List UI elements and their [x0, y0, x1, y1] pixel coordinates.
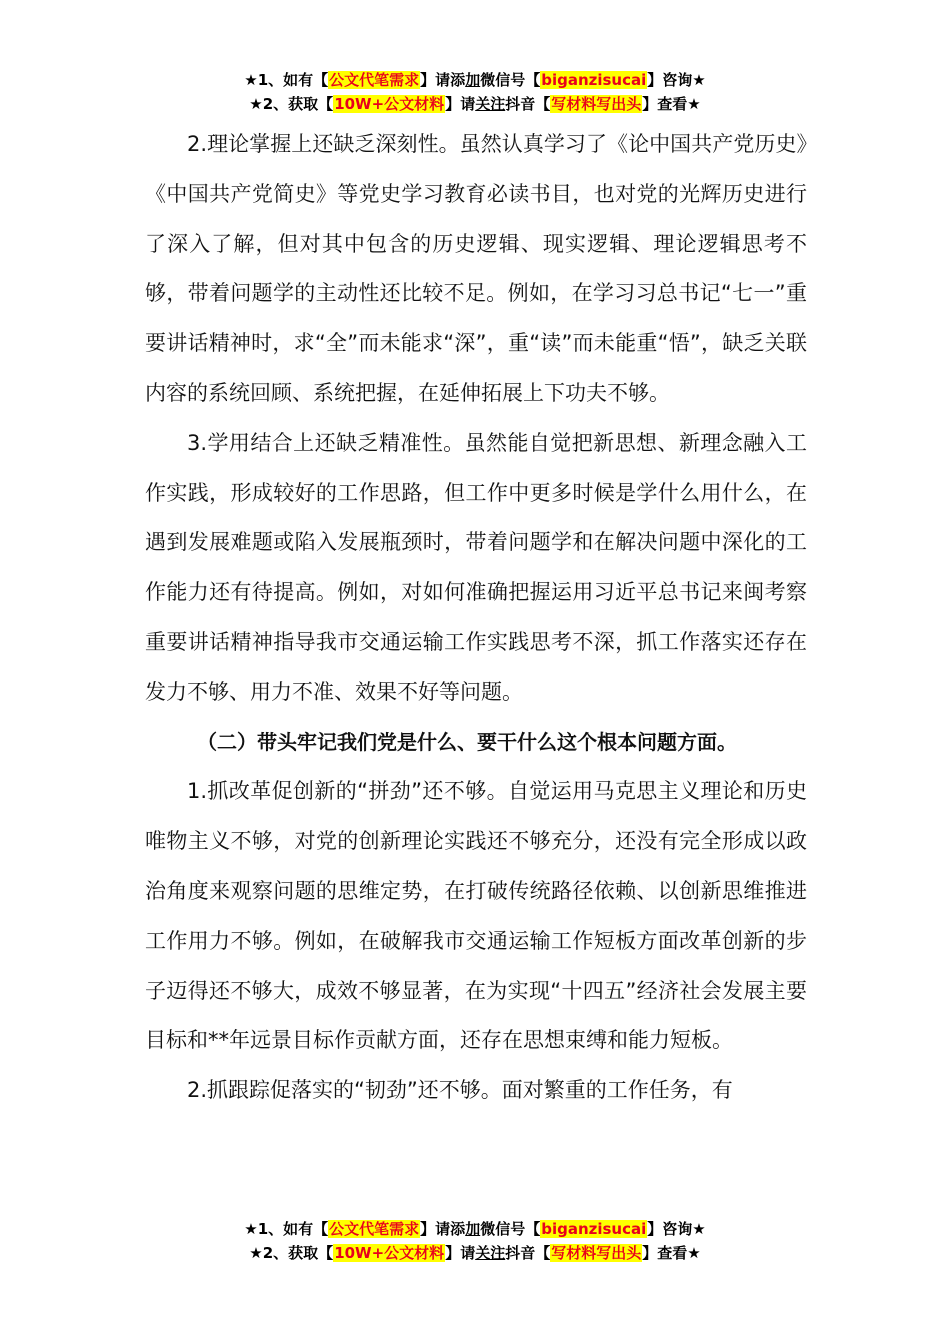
promo-highlight: 10W+公文材料: [334, 1244, 445, 1262]
promo-text: ★2、获取【: [249, 95, 334, 113]
promo-line-1: [0, 1217, 950, 1241]
promo-text: ★1、如有【: [244, 71, 329, 89]
footer-promo-banner: [0, 1217, 950, 1265]
promo-text: 】请: [445, 95, 476, 113]
promo-underline: 加: [465, 1220, 481, 1238]
promo-text: 】请添: [420, 1220, 466, 1238]
section-heading: （二）带头牢记我们党是什么、要干什么这个根本问题方面。: [197, 729, 737, 754]
promo-highlight: 10W+公文材料: [334, 95, 445, 113]
promo-text: 】查看★: [642, 1244, 701, 1262]
promo-text: 微信号【: [480, 71, 541, 89]
promo-text: 】请: [445, 1244, 476, 1262]
promo-highlight: 写材料写出头: [551, 1244, 642, 1262]
promo-underline: 关注: [475, 95, 506, 113]
promo-text: 】查看★: [642, 95, 701, 113]
paragraph: 2.理论掌握上还缺乏深刻性。虽然认真学习了《论中国共产党历史》《中国共产党简史》等党史学习教育必读书目，也对党的光辉历史进行了深入了解，但对其中包含的历史逻辑、现实逻辑、理论逻辑思考不够，带着问题学的主动性还比较不足。例如，在学习习总书记“七一”重要讲话精神时，求“全”而未能求“深”，重“读”而未能重“悟”，缺乏关联内容的系统回顾、系统把握，在延伸拓展上下功夫不够。: [145, 132, 807, 405]
paragraph: 3.学用结合上还缺乏精准性。虽然能自觉把新思想、新理念融入工作实践，形成较好的工作思路，但工作中更多时候是学什么用什么，在遇到发展难题或陷入发展瓶颈时，带着问题学和在解决问题中深化的工作能力还有待提高。例如，对如何准确把握运用习近平总书记来闽考察重要讲话精神指导我市交通运输工作实践思考不深，抓工作落实还存在发力不够、用力不准、效果不好等问题。: [145, 430, 807, 704]
promo-text: 】咨询★: [647, 71, 706, 89]
paragraph: 2.抓跟踪促落实的“韧劲”还不够。面对繁重的工作任务，有: [187, 1078, 733, 1103]
promo-line-1: [0, 68, 950, 92]
header-promo-banner: [0, 68, 950, 116]
promo-highlight: 写材料写出头: [551, 95, 642, 113]
promo-text: ★2、获取【: [249, 1244, 334, 1262]
promo-line-2: [0, 92, 950, 116]
promo-underline: 关注: [475, 1244, 506, 1262]
promo-text: 】咨询★: [647, 1220, 706, 1238]
document-body: [145, 120, 807, 1116]
promo-text: 微信号【: [480, 1220, 541, 1238]
promo-text: 】请添: [420, 71, 466, 89]
promo-highlight: biganzisucai: [541, 71, 647, 89]
promo-line-2: [0, 1241, 950, 1265]
promo-highlight: 公文代笔需求: [329, 1220, 420, 1238]
promo-underline: 加: [465, 71, 481, 89]
promo-highlight: 公文代笔需求: [329, 71, 420, 89]
paragraph: 1.抓改革促创新的“拼劲”还不够。自觉运用马克思主义理论和历史唯物主义不够，对党的创新理论实践还不够充分，还没有完全形成以政治角度来观察问题的思维定势，在打破传统路径依赖、以创新思维推进工作用力不够。例如，在破解我市交通运输工作短板方面改革创新的步子迈得还不够大，成效不够显著，在为实现“十四五”经济社会发展主要目标和**年远景目标作贡献方面，还存在思想束缚和能力短板。: [145, 779, 807, 1053]
promo-text: 抖音【: [505, 95, 551, 113]
promo-highlight: biganzisucai: [541, 1220, 647, 1238]
promo-text: ★1、如有【: [244, 1220, 329, 1238]
promo-text: 抖音【: [505, 1244, 551, 1262]
